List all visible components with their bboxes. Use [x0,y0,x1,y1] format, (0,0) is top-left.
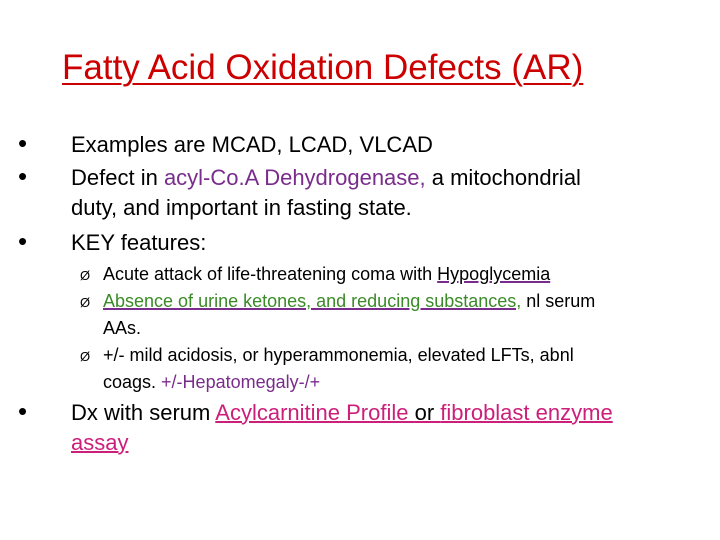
bullet-dot-icon: • [18,161,28,191]
arrow-bullet-icon: Ø [80,349,91,364]
bullet-text: KEY features: [71,230,207,255]
defect-text: Defect in [71,165,164,190]
ketones-line2: AAs. [103,318,142,338]
acidosis-line1: +/- mild acidosis, or hyperammonemia, elevated LFTs, abnl [103,345,574,365]
enzyme-name: acyl-Co.A Dehydrogenase, [163,165,426,190]
defect-line2: duty, and important in fasting state. [71,195,412,220]
bullet-dot-icon: • [18,128,28,158]
dx-text: Dx with serum [71,400,216,425]
serum-text: nl serum [521,291,596,311]
acylcarnitine-link: Acylcarnitine Profile [215,400,415,425]
fibroblast-link: fibroblast enzyme [440,400,613,425]
hepatomegaly-text: +/-Hepatomegaly-/+ [161,372,321,392]
coma-text: Acute attack of life-threatening coma with [103,264,438,284]
sub-bullet-text [103,342,663,396]
bullet-dot-icon: • [18,396,28,426]
sub-bullet-text [103,261,663,288]
bullet-text [71,163,691,223]
bullet-dot-icon: • [18,226,28,256]
arrow-bullet-icon: Ø [80,295,91,310]
or-text: or [414,400,441,425]
sub-bullet-text [103,288,663,342]
hypoglycemia-link: Hypoglycemia [437,264,551,284]
bullet-text [71,398,691,458]
slide-title: Fatty Acid Oxidation Defects (AR) [62,48,584,87]
ketones-text: Absence of urine ketones, and reducing substances, [103,291,522,311]
bullet-text: Examples are MCAD, LCAD, VLCAD [71,132,433,157]
arrow-bullet-icon: Ø [80,268,91,283]
coags-text: coags. [103,372,162,392]
assay-link: assay [71,430,129,455]
defect-text-rest: a mitochondrial [425,165,581,190]
